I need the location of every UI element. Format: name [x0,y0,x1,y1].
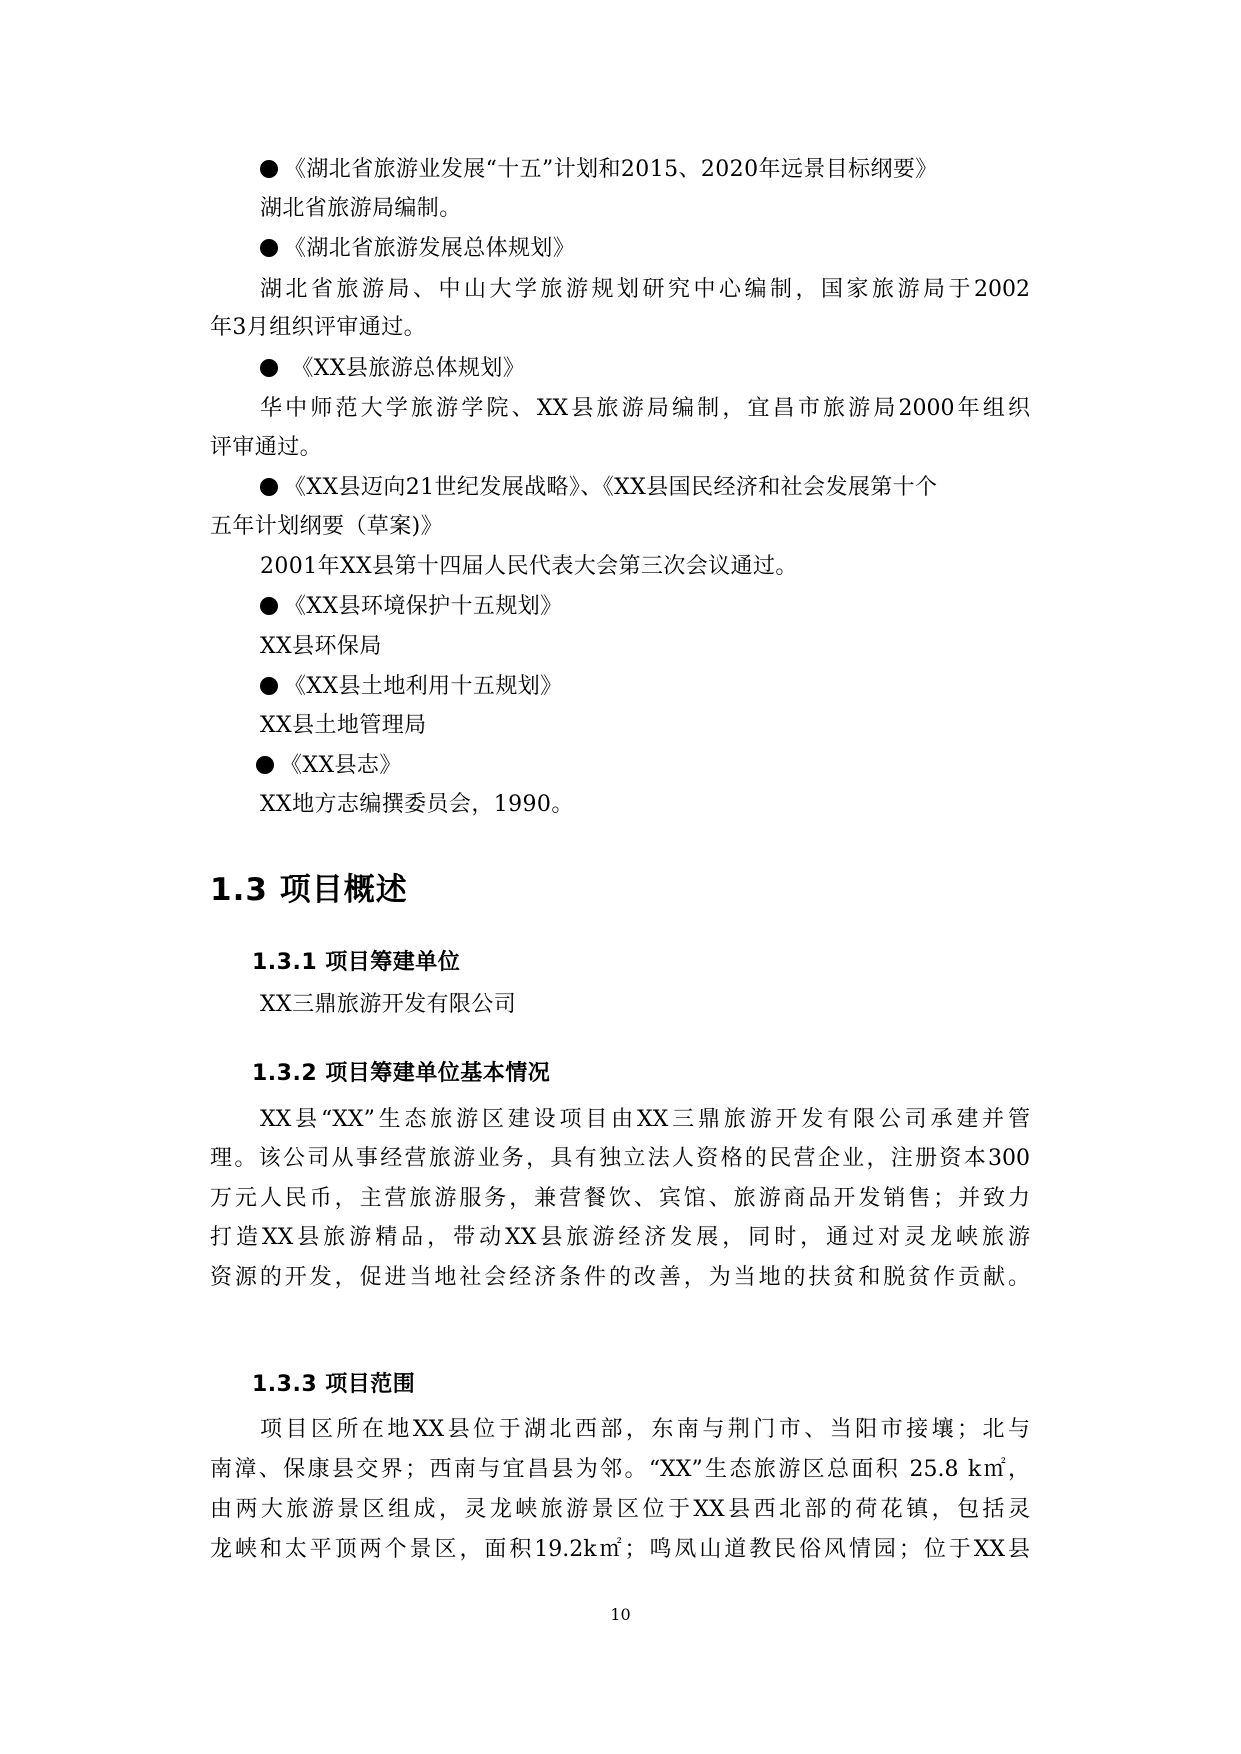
reference-item [260,473,937,503]
reference-note: 华中师范大学旅游学院、XX县旅游局编制，宜昌市旅游局2000年组织 [260,396,1030,421]
reference-title: 《XX县迈向21世纪发展战略》、《XX县国民经济和社会发展第十个 [284,475,938,500]
paragraph-line: 项目区所在地XX县位于湖北西部，东南与荆门市、当阳市接壤；北与 [260,1417,1030,1442]
reference-note: 湖北省旅游局编制。 [260,196,462,221]
bullet-icon [260,478,278,496]
reference-title: 《湖北省旅游发展总体规划》 [284,236,576,261]
bullet-icon [260,677,278,695]
reference-title: 《XX县土地利用十五规划》 [284,674,563,699]
reference-title-continued: 五年计划纲要（草案)》 [210,514,443,539]
bullet-icon [260,160,278,178]
reference-note: 评审通过。 [210,435,323,460]
section-heading: 1.3 项目概述 [210,872,408,908]
subsection-heading: 1.3.2 项目筹建单位基本情况 [252,1061,551,1086]
reference-title: 《XX县旅游总体规划》 [284,356,526,381]
paragraph-line: 资源的开发，促进当地社会经济条件的改善，为当地的扶贫和脱贫作贡献。 [210,1265,1030,1290]
paragraph-line: 万元人民币，主营旅游服务，兼营餐饮、宾馆、旅游商品开发销售；并致力 [210,1186,1030,1211]
paragraph-line: XX县“XX”生态旅游区建设项目由XX三鼎旅游开发有限公司承建并管 [260,1107,1030,1132]
reference-title: 《XX县环境保护十五规划》 [284,594,563,619]
reference-note: XX县环保局 [260,634,382,659]
reference-title: 《XX县志》 [280,753,402,778]
reference-note: XX地方志编撰委员会，1990。 [260,792,574,817]
subsection-heading: 1.3.1 项目筹建单位 [252,950,461,975]
reference-item [260,354,525,384]
reference-item [260,234,575,264]
bullet-icon [256,756,274,774]
reference-note: 湖北省旅游局、中山大学旅游规划研究中心编制，国家旅游局于2002 [260,277,1030,302]
subsection-heading: 1.3.3 项目范围 [252,1372,416,1397]
reference-note: 年3月组织评审通过。 [210,315,426,340]
bullet-icon [260,597,278,615]
reference-item [260,155,938,185]
paragraph-line: 由两大旅游景区组成，灵龙峡旅游景区位于XX县西北部的荷花镇，包括灵 [210,1497,1030,1522]
reference-note: 2001年XX县第十四届人民代表大会第三次会议通过。 [260,554,798,579]
bullet-icon [260,239,278,257]
reference-item [256,751,402,781]
paragraph-line: 理。该公司从事经营旅游业务，具有独立法人资格的民营企业，注册资本300 [210,1146,1030,1171]
bullet-icon [260,359,278,377]
reference-item [260,672,563,702]
paragraph-line: 南漳、保康县交界；西南与宜昌县为邻。“XX”生态旅游区总面积 25.8 k㎡， [210,1457,1030,1482]
paragraph-line: 打造XX县旅游精品，带动XX县旅游经济发展，同时，通过对灵龙峡旅游 [210,1225,1030,1250]
page-number: 10 [610,1605,631,1624]
paragraph-line: XX三鼎旅游开发有限公司 [260,992,517,1017]
paragraph-line: 龙峡和太平顶两个景区，面积19.2k㎡；鸣凤山道教民俗风情园；位于XX县 [210,1537,1030,1562]
reference-note: XX县土地管理局 [260,713,427,738]
reference-item [260,592,563,622]
reference-title: 《湖北省旅游业发展“十五”计划和2015、2020年远景目标纲要》 [284,157,938,182]
